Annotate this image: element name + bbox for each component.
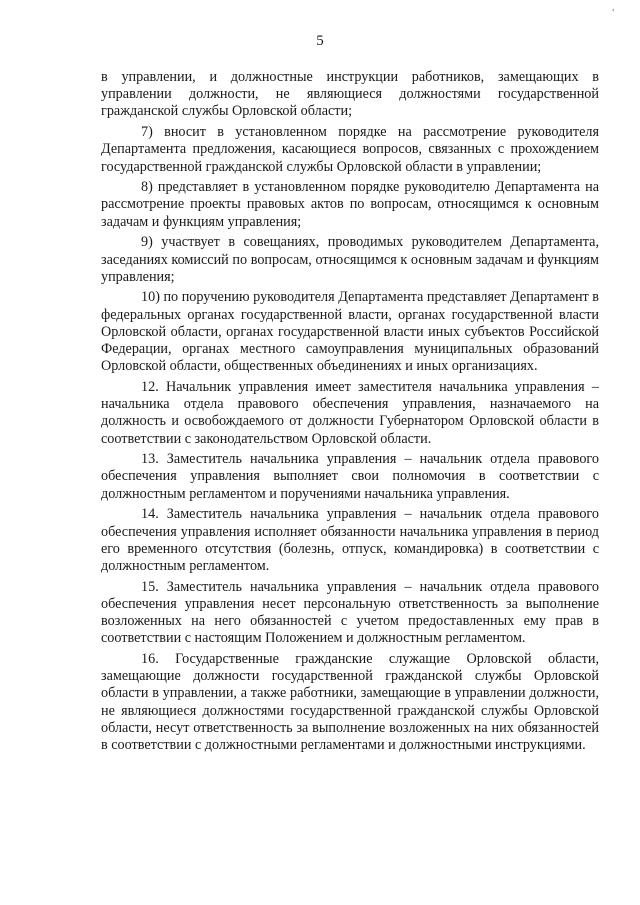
paragraph-section-12: 12. Начальник управления имеет заместителя начальника управления – начальника отдела правового обеспечения управления, назначаемого на должность и освобождаемого от должности Губернатором Орловской области в соответствии с законодательством Орловской области. <box>101 378 599 447</box>
paragraph-section-16: 16. Государственные гражданские служащие Орловской области, замещающие должности государственной гражданской службы Орловской области в управлении, а также работники, замещающие в управлении должности, не являющиеся должностями государственной гражданской службы Орловской области, несут ответственность за выполнение возложенных на них обязанностей в соответствии с должностными регламентами и должностными инструкциями. <box>101 651 599 754</box>
paragraph-section-15: 15. Заместитель начальника управления – начальник отдела правового обеспечения управления несет персональную ответственность за выполнение возложенных на него обязанностей с учетом предоставленных ему прав в соответствии с настоящим Положением и должностным регламентом. <box>101 578 599 647</box>
page-number: 5 <box>316 33 324 49</box>
paragraph-item-7: 7) вносит в установленном порядке на рассмотрение руководителя Департамента предложения, касающиеся вопросов, связанных с прохождением государственной гражданской службы Орловской области в управлении; <box>101 124 599 175</box>
paragraph-item-10: 10) по поручению руководителя Департамента представляет Департамент в федеральных органах государственной власти, органах государственной власти Орловской области, органах государственной власти иных субъектов Российской Федерации, органах местного самоуправления муниципальных образований Орловской области, общественных объединениях и иных организациях. <box>101 289 599 375</box>
paragraph-item-8: 8) представляет в установленном порядке руководителю Департамента на рассмотрение проекты правовых актов по вопросам, относящимся к основным задачам и функциям управления; <box>101 179 599 230</box>
document-body <box>101 69 599 758</box>
scan-mark: ' <box>612 8 614 19</box>
paragraph-item-9: 9) участвует в совещаниях, проводимых руководителем Департамента, заседаниях комиссий по вопросам, относящимся к основным задачам и функциям управления; <box>101 234 599 285</box>
paragraph-section-14: 14. Заместитель начальника управления – начальник отдела правового обеспечения управления исполняет обязанности начальника управления в период его временного отсутствия (болезнь, отпуск, командировка) в соответствии с должностным регламентом. <box>101 506 599 574</box>
paragraph-section-13: 13. Заместитель начальника управления – начальник отдела правового обеспечения управления выполняет свои полномочия в соответствии с должностным регламентом и поручениями начальника управления. <box>101 451 599 502</box>
paragraph-continuation: в управлении, и должностные инструкции работников, замещающих в управлении должности, не являющиеся должностями государственной гражданской службы Орловской области; <box>101 69 599 120</box>
